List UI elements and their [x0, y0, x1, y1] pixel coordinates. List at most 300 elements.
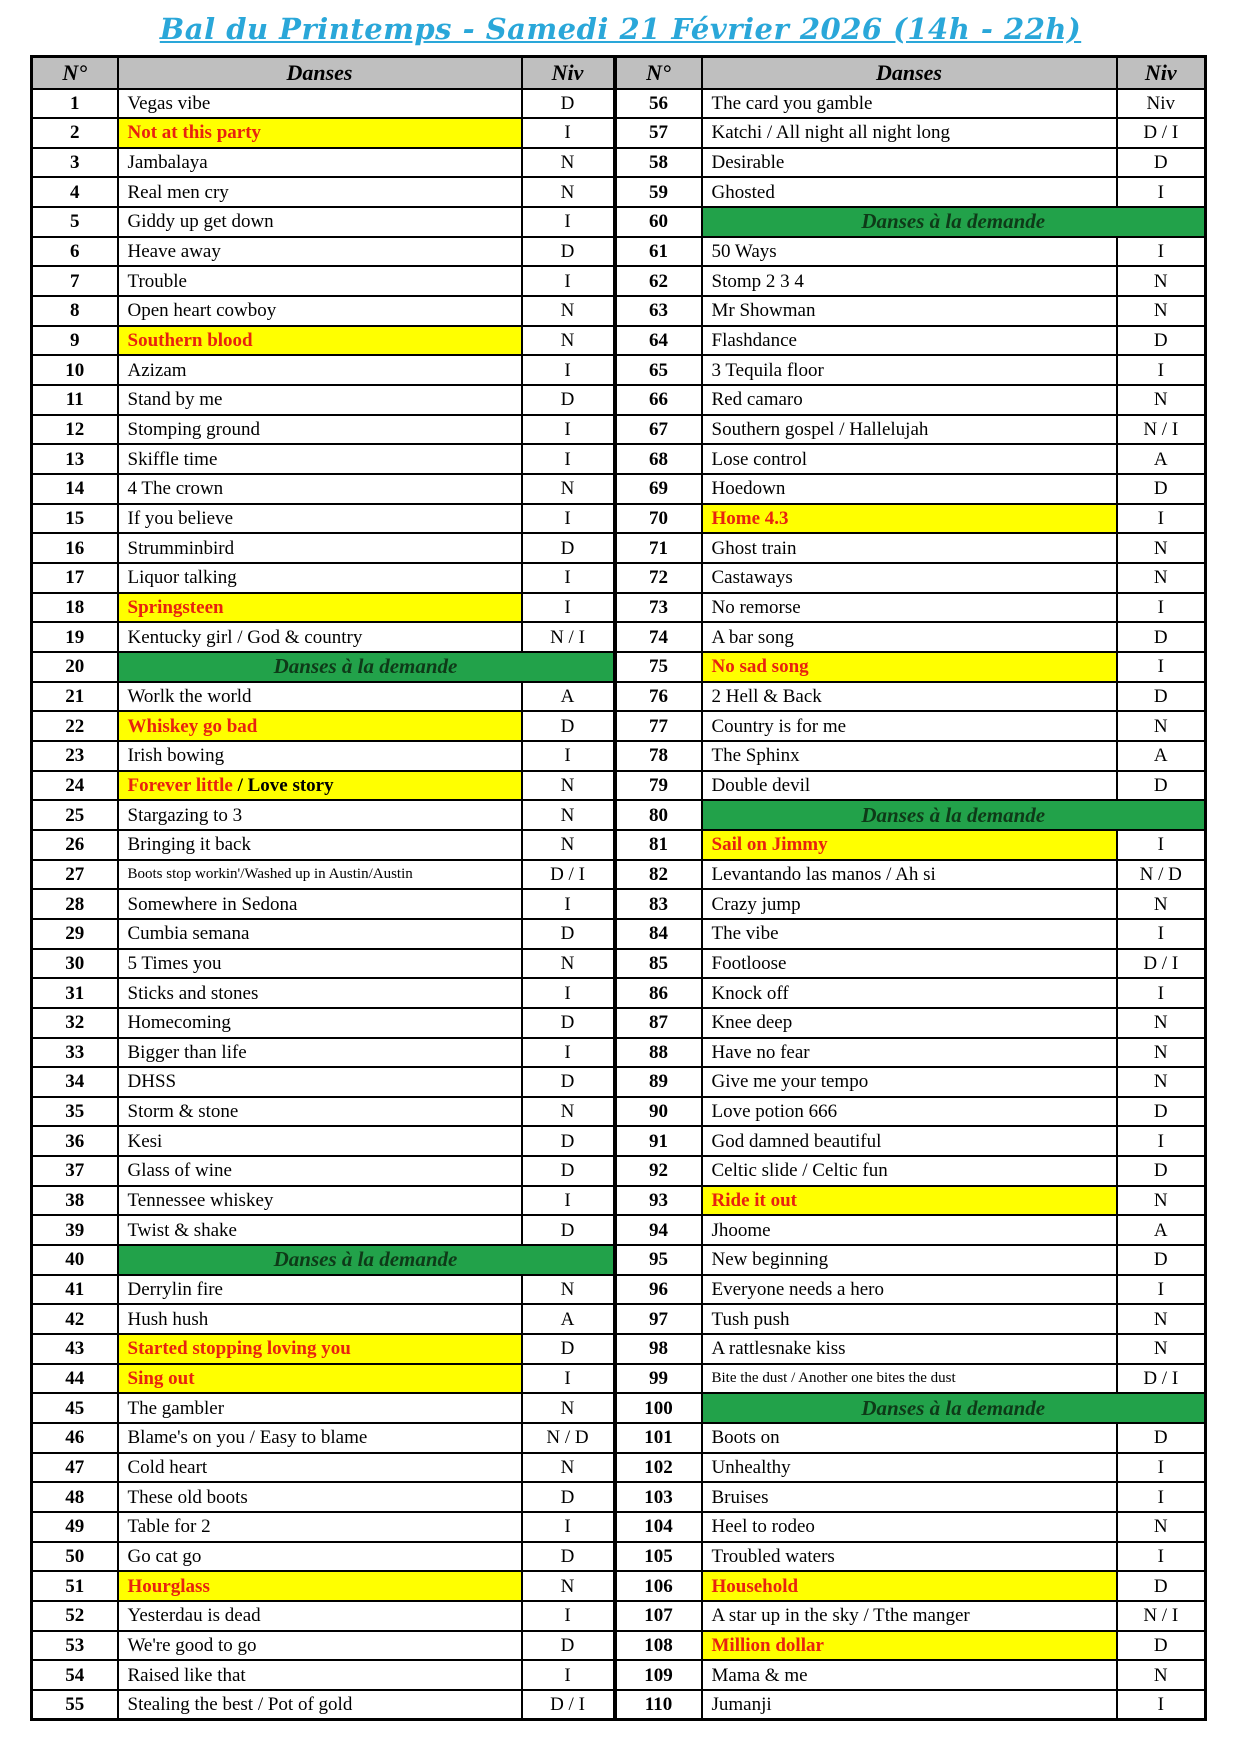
level-value: N / D — [522, 1423, 615, 1453]
level-value: I — [522, 1364, 615, 1394]
table-row — [32, 1067, 1206, 1097]
row-number: 2 — [32, 118, 118, 148]
dance-title: Ghost train — [702, 533, 1117, 563]
dance-title: Strumminbird — [118, 533, 522, 563]
dance-title: Trouble — [118, 266, 522, 296]
row-number: 45 — [32, 1393, 118, 1423]
page-title: Bal du Printemps - Samedi 21 Février 2026 (14h - 22h) — [159, 12, 1082, 46]
level-value: D — [1117, 1156, 1206, 1186]
row-number: 90 — [615, 1097, 702, 1127]
table-row — [32, 207, 1206, 237]
table-row — [32, 1393, 1206, 1423]
row-number: 78 — [615, 741, 702, 771]
dance-title: Vegas vibe — [118, 89, 522, 119]
row-number: 107 — [615, 1601, 702, 1631]
row-number: 92 — [615, 1156, 702, 1186]
table-row — [32, 1097, 1206, 1127]
row-number: 17 — [32, 563, 118, 593]
dance-title-highlighted-text: Sing out — [127, 1368, 195, 1390]
row-number: 56 — [615, 89, 702, 119]
row-number: 41 — [32, 1275, 118, 1305]
dance-title: A bar song — [702, 622, 1117, 652]
dance-title: Southern gospel / Hallelujah — [702, 415, 1117, 445]
row-number: 73 — [615, 593, 702, 623]
row-number: 108 — [615, 1631, 702, 1661]
table-row — [32, 1690, 1206, 1720]
table-row — [32, 237, 1206, 267]
level-value: I — [1117, 1542, 1206, 1572]
level-value: N — [1117, 266, 1206, 296]
header-danses-left: Danses — [118, 57, 522, 89]
row-number: 110 — [615, 1690, 702, 1720]
dance-title: 4 The crown — [118, 474, 522, 504]
level-value: A — [1117, 444, 1206, 474]
dance-title: Red camaro — [702, 385, 1117, 415]
dance-title: Stargazing to 3 — [118, 800, 522, 830]
level-value: N — [1117, 1304, 1206, 1334]
level-value: D — [522, 89, 615, 119]
dance-title: 2 Hell & Back — [702, 682, 1117, 712]
row-number: 106 — [615, 1571, 702, 1601]
dance-title: No remorse — [702, 593, 1117, 623]
dance-title: Double devil — [702, 771, 1117, 801]
table-row — [32, 1512, 1206, 1542]
level-value: A — [522, 1304, 615, 1334]
level-value: I — [1117, 919, 1206, 949]
table-row — [32, 1304, 1206, 1334]
dance-title: Stand by me — [118, 385, 522, 415]
table-row — [32, 889, 1206, 919]
row-number: 13 — [32, 444, 118, 474]
dance-title: Kesi — [118, 1126, 522, 1156]
level-value: N — [1117, 533, 1206, 563]
dance-title: Katchi / All night all night long — [702, 118, 1117, 148]
level-value: N — [522, 949, 615, 979]
level-value: N — [1117, 1186, 1206, 1216]
dance-title: Somewhere in Sedona — [118, 889, 522, 919]
row-number: 97 — [615, 1304, 702, 1334]
row-number: 83 — [615, 889, 702, 919]
dance-title-highlighted-text: Hourglass — [127, 1575, 210, 1597]
row-number: 70 — [615, 504, 702, 534]
dance-title: Cumbia semana — [118, 919, 522, 949]
dance-title: Hush hush — [118, 1304, 522, 1334]
dance-title: Bite the dust / Another one bites the dust — [702, 1364, 1117, 1394]
row-number: 34 — [32, 1067, 118, 1097]
dance-title: Derrylin fire — [118, 1275, 522, 1305]
dance-title: If you believe — [118, 504, 522, 534]
row-number: 66 — [615, 385, 702, 415]
table-row — [32, 1186, 1206, 1216]
dance-title: DHSS — [118, 1067, 522, 1097]
level-value: N — [1117, 889, 1206, 919]
dance-title: Sticks and stones — [118, 978, 522, 1008]
level-value: I — [1117, 830, 1206, 860]
dance-title-highlighted-text: Home 4.3 — [711, 508, 789, 530]
dance-title-highlighted-text: Household — [711, 1575, 799, 1597]
row-number: 86 — [615, 978, 702, 1008]
row-number: 23 — [32, 741, 118, 771]
table-row — [32, 1245, 1206, 1275]
dance-title: Flashdance — [702, 326, 1117, 356]
dance-title: Footloose — [702, 949, 1117, 979]
table-row — [32, 266, 1206, 296]
table-row — [32, 326, 1206, 356]
dance-title: Mama & me — [702, 1660, 1117, 1690]
level-value: D — [522, 1215, 615, 1245]
level-value: I — [1117, 504, 1206, 534]
level-value: N — [522, 1393, 615, 1423]
row-number: 58 — [615, 148, 702, 178]
level-value: I — [522, 118, 615, 148]
dance-title: Love potion 666 — [702, 1097, 1117, 1127]
dance-title: New beginning — [702, 1245, 1117, 1275]
dance-title: 5 Times you — [118, 949, 522, 979]
row-number: 94 — [615, 1215, 702, 1245]
level-value: N / D — [1117, 860, 1206, 890]
row-number: 38 — [32, 1186, 118, 1216]
dance-title: The vibe — [702, 919, 1117, 949]
table-row — [32, 711, 1206, 741]
row-number: 88 — [615, 1038, 702, 1068]
dance-title: Boots on — [702, 1423, 1117, 1453]
table-row — [32, 296, 1206, 326]
row-number: 43 — [32, 1334, 118, 1364]
table-row — [32, 1275, 1206, 1305]
row-number: 52 — [32, 1601, 118, 1631]
dance-title-highlighted-text: Million dollar — [711, 1634, 824, 1656]
level-value: I — [1117, 1126, 1206, 1156]
row-number: 65 — [615, 355, 702, 385]
row-number: 24 — [32, 771, 118, 801]
row-number: 69 — [615, 474, 702, 504]
level-value: N — [522, 1097, 615, 1127]
table-row — [32, 1215, 1206, 1245]
level-value: N — [522, 1453, 615, 1483]
dance-title: Yesterdau is dead — [118, 1601, 522, 1631]
table-row — [32, 563, 1206, 593]
row-number: 44 — [32, 1364, 118, 1394]
row-number: 71 — [615, 533, 702, 563]
row-number: 79 — [615, 771, 702, 801]
row-number: 101 — [615, 1423, 702, 1453]
level-value: N — [1117, 563, 1206, 593]
level-value: D — [522, 711, 615, 741]
section-banner: Danses à la demande — [118, 652, 615, 682]
level-value: N / I — [1117, 1601, 1206, 1631]
level-value: N — [522, 771, 615, 801]
level-value: D — [522, 919, 615, 949]
level-value: D — [522, 1156, 615, 1186]
row-number: 84 — [615, 919, 702, 949]
level-value: I — [1117, 1690, 1206, 1720]
dance-title: Real men cry — [118, 177, 522, 207]
row-number: 54 — [32, 1660, 118, 1690]
dance-title — [702, 1571, 1117, 1601]
table-row — [32, 860, 1206, 890]
level-value: D — [522, 1067, 615, 1097]
table-row — [32, 533, 1206, 563]
row-number: 25 — [32, 800, 118, 830]
table-row — [32, 1571, 1206, 1601]
row-number: 11 — [32, 385, 118, 415]
dance-title: Twist & shake — [118, 1215, 522, 1245]
row-number: 26 — [32, 830, 118, 860]
row-number: 87 — [615, 1008, 702, 1038]
row-number: 21 — [32, 682, 118, 712]
table-row — [32, 1601, 1206, 1631]
row-number: 39 — [32, 1215, 118, 1245]
level-value: D / I — [1117, 949, 1206, 979]
dance-title: Worlk the world — [118, 682, 522, 712]
row-number: 18 — [32, 593, 118, 623]
level-value: I — [522, 207, 615, 237]
dance-title: Skiffle time — [118, 444, 522, 474]
level-value: I — [522, 741, 615, 771]
level-value: N — [1117, 1512, 1206, 1542]
row-number: 95 — [615, 1245, 702, 1275]
dance-title — [118, 1364, 522, 1394]
dance-title: Storm & stone — [118, 1097, 522, 1127]
row-number: 8 — [32, 296, 118, 326]
row-number: 99 — [615, 1364, 702, 1394]
dance-title-highlighted-text: Southern blood — [127, 330, 253, 352]
table-row — [32, 1542, 1206, 1572]
dance-title: Kentucky girl / God & country — [118, 622, 522, 652]
table-row — [32, 385, 1206, 415]
table-row — [32, 1453, 1206, 1483]
level-value: I — [1117, 978, 1206, 1008]
table-row — [32, 1156, 1206, 1186]
level-value: N — [1117, 1660, 1206, 1690]
row-number: 6 — [32, 237, 118, 267]
dance-title: 50 Ways — [702, 237, 1117, 267]
dance-title: Tush push — [702, 1304, 1117, 1334]
dance-title — [118, 326, 522, 356]
dance-title — [118, 711, 522, 741]
row-number: 64 — [615, 326, 702, 356]
level-value: I — [1117, 593, 1206, 623]
level-value: D — [1117, 326, 1206, 356]
row-number: 48 — [32, 1482, 118, 1512]
row-number: 35 — [32, 1097, 118, 1127]
row-number: 12 — [32, 415, 118, 445]
level-value: N — [1117, 385, 1206, 415]
dance-title: Homecoming — [118, 1008, 522, 1038]
dance-title: Crazy jump — [702, 889, 1117, 919]
row-number: 3 — [32, 148, 118, 178]
table-row — [32, 1364, 1206, 1394]
section-banner: Danses à la demande — [702, 207, 1206, 237]
table-row — [32, 1423, 1206, 1453]
level-value: I — [522, 563, 615, 593]
row-number: 31 — [32, 978, 118, 1008]
level-value: D — [522, 1631, 615, 1661]
level-value: D — [522, 1126, 615, 1156]
level-value: D — [522, 237, 615, 267]
level-value: N — [1117, 711, 1206, 741]
dance-title: The gambler — [118, 1393, 522, 1423]
level-value: I — [522, 1038, 615, 1068]
table-row — [32, 444, 1206, 474]
table-row — [32, 177, 1206, 207]
level-value: N / I — [1117, 415, 1206, 445]
row-number: 42 — [32, 1304, 118, 1334]
row-number: 5 — [32, 207, 118, 237]
dance-title: Troubled waters — [702, 1542, 1117, 1572]
dance-title: Stealing the best / Pot of gold — [118, 1690, 522, 1720]
level-value: N — [522, 800, 615, 830]
row-number: 59 — [615, 177, 702, 207]
row-number: 36 — [32, 1126, 118, 1156]
level-value: I — [522, 889, 615, 919]
level-value: D — [1117, 1423, 1206, 1453]
level-value: N — [1117, 1008, 1206, 1038]
table-row — [32, 148, 1206, 178]
level-value: D — [522, 1334, 615, 1364]
row-number: 29 — [32, 919, 118, 949]
level-value: D — [1117, 771, 1206, 801]
level-value: I — [1117, 652, 1206, 682]
level-value: N — [522, 830, 615, 860]
level-value: D — [1117, 1097, 1206, 1127]
level-value: N — [1117, 296, 1206, 326]
level-value: D / I — [522, 860, 615, 890]
row-number: 96 — [615, 1275, 702, 1305]
section-banner: Danses à la demande — [118, 1245, 615, 1275]
dance-title: 3 Tequila floor — [702, 355, 1117, 385]
dance-title: These old boots — [118, 1482, 522, 1512]
row-number: 30 — [32, 949, 118, 979]
row-number: 51 — [32, 1571, 118, 1601]
row-number: 61 — [615, 237, 702, 267]
row-number: 57 — [615, 118, 702, 148]
dance-title: Mr Showman — [702, 296, 1117, 326]
level-value: I — [1117, 1453, 1206, 1483]
row-number: 7 — [32, 266, 118, 296]
row-number: 85 — [615, 949, 702, 979]
dance-title: Unhealthy — [702, 1453, 1117, 1483]
level-value: D — [522, 385, 615, 415]
level-value: D — [522, 533, 615, 563]
header-danses-right: Danses — [702, 57, 1117, 89]
level-value: D — [1117, 148, 1206, 178]
row-number: 22 — [32, 711, 118, 741]
level-value: D / I — [522, 1690, 615, 1720]
level-value: N / I — [522, 622, 615, 652]
dance-program-table — [30, 55, 1207, 1721]
dance-title: Jumanji — [702, 1690, 1117, 1720]
dance-title: Stomping ground — [118, 415, 522, 445]
dance-title: Bigger than life — [118, 1038, 522, 1068]
dance-title: Irish bowing — [118, 741, 522, 771]
dance-title: Cold heart — [118, 1453, 522, 1483]
row-number: 67 — [615, 415, 702, 445]
dance-title-highlighted-text: Started stopping loving you — [127, 1338, 351, 1360]
row-number: 91 — [615, 1126, 702, 1156]
dance-title: The Sphinx — [702, 741, 1117, 771]
level-value: A — [1117, 741, 1206, 771]
row-number: 16 — [32, 533, 118, 563]
row-number: 19 — [32, 622, 118, 652]
level-value: D — [1117, 1631, 1206, 1661]
table-row — [32, 1660, 1206, 1690]
row-number: 98 — [615, 1334, 702, 1364]
row-number: 46 — [32, 1423, 118, 1453]
row-number: 82 — [615, 860, 702, 890]
level-value: D — [522, 1008, 615, 1038]
row-number: 28 — [32, 889, 118, 919]
level-value: N — [522, 148, 615, 178]
dance-title — [118, 593, 522, 623]
level-value: D / I — [1117, 1364, 1206, 1394]
dance-title: Raised like that — [118, 1660, 522, 1690]
row-number: 50 — [32, 1542, 118, 1572]
level-value: N — [522, 474, 615, 504]
row-number: 81 — [615, 830, 702, 860]
dance-title: Have no fear — [702, 1038, 1117, 1068]
dance-title-highlighted-text: Whiskey go bad — [127, 715, 258, 737]
level-value: I — [1117, 177, 1206, 207]
dance-title: Knock off — [702, 978, 1117, 1008]
dance-title-highlighted-text: Springsteen — [127, 596, 224, 618]
header-row — [32, 57, 1206, 89]
level-value: N — [522, 177, 615, 207]
dance-title: Jambalaya — [118, 148, 522, 178]
table-row — [32, 800, 1206, 830]
row-number: 109 — [615, 1660, 702, 1690]
dance-title: Glass of wine — [118, 1156, 522, 1186]
row-number: 15 — [32, 504, 118, 534]
row-number: 20 — [32, 652, 118, 682]
table-row — [32, 1631, 1206, 1661]
level-value: N — [522, 296, 615, 326]
header-num-left: N° — [32, 57, 118, 89]
dance-title-plain-text: / Love story — [232, 774, 334, 796]
level-value: A — [522, 682, 615, 712]
row-number: 103 — [615, 1482, 702, 1512]
row-number: 9 — [32, 326, 118, 356]
level-value: I — [522, 504, 615, 534]
row-number: 104 — [615, 1512, 702, 1542]
row-number: 47 — [32, 1453, 118, 1483]
row-number: 102 — [615, 1453, 702, 1483]
row-number: 60 — [615, 207, 702, 237]
level-value: N — [1117, 1038, 1206, 1068]
table-row — [32, 118, 1206, 148]
dance-title: Desirable — [702, 148, 1117, 178]
dance-title: Open heart cowboy — [118, 296, 522, 326]
section-banner: Danses à la demande — [702, 1393, 1206, 1423]
level-value: N — [1117, 1334, 1206, 1364]
row-number: 89 — [615, 1067, 702, 1097]
dance-title: Table for 2 — [118, 1512, 522, 1542]
dance-title — [118, 1571, 522, 1601]
dance-title — [702, 504, 1117, 534]
dance-title: Everyone needs a hero — [702, 1275, 1117, 1305]
row-number: 1 — [32, 89, 118, 119]
table-row — [32, 919, 1206, 949]
dance-title: Castaways — [702, 563, 1117, 593]
row-number: 53 — [32, 1631, 118, 1661]
dance-title — [702, 830, 1117, 860]
level-value: N — [1117, 1067, 1206, 1097]
table-row — [32, 355, 1206, 385]
row-number: 93 — [615, 1186, 702, 1216]
dance-title: Blame's on you / Easy to blame — [118, 1423, 522, 1453]
row-number: 72 — [615, 563, 702, 593]
row-number: 49 — [32, 1512, 118, 1542]
